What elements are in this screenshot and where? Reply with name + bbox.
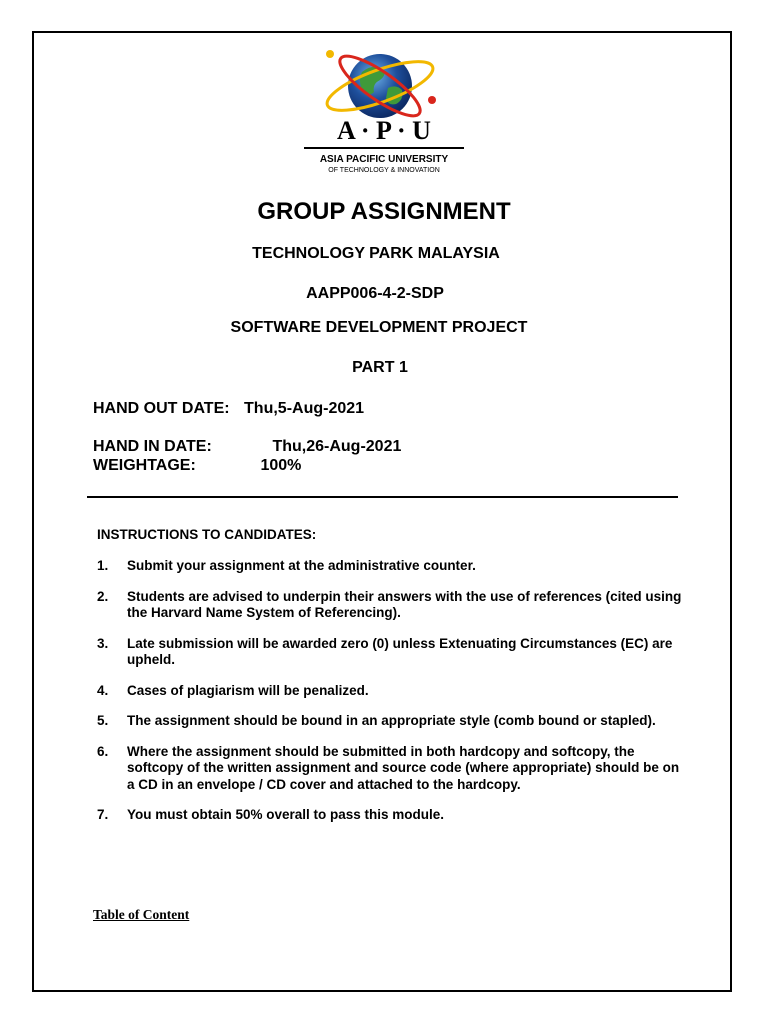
svg-text:ASIA PACIFIC UNIVERSITY: ASIA PACIFIC UNIVERSITY [319, 154, 449, 165]
globe-logo-icon [300, 44, 468, 182]
list-item [97, 558, 687, 575]
list-item [97, 589, 687, 622]
instructions-list [97, 558, 687, 838]
apu-logo [300, 44, 468, 182]
list-item [97, 683, 687, 700]
hand-in-date-label: HAND IN DATE: [93, 438, 212, 455]
item-text: The assignment should be bound in an appropriate style (comb bound or stapled). [127, 713, 656, 728]
page-title: GROUP ASSIGNMENT [257, 198, 511, 225]
item-text: Students are advised to underpin their answers with the use of references (cited using the Harvard Name System of Referencing). [127, 588, 682, 620]
item-number: 6. [97, 743, 109, 759]
instructions-heading: INSTRUCTIONS TO CANDIDATES: [97, 527, 317, 542]
item-number: 2. [97, 588, 109, 604]
hand-in-date-value: Thu,26-Aug-2021 [272, 438, 402, 455]
weightage-row [93, 457, 301, 475]
item-text: Where the assignment should be submitted in both hardcopy and softcopy, the softcopy of the written assignment and source code (where appropriate) should be on a CD in an envelope / CD cover and attached to the hardcopy. [127, 743, 680, 792]
item-number: 4. [97, 682, 109, 698]
svg-text:A · P · U: A · P · U [337, 116, 431, 145]
item-text: Submit your assignment at the administrative counter. [127, 558, 476, 573]
hand-out-date-value: Thu,5-Aug-2021 [244, 400, 365, 417]
item-number: 5. [97, 713, 109, 728]
item-text: You must obtain 50% overall to pass this module. [127, 807, 445, 822]
part-label: PART 1 [352, 359, 408, 376]
list-item [97, 744, 687, 794]
list-item [97, 713, 687, 730]
weightage-label: WEIGHTAGE: [93, 457, 196, 474]
svg-text:OF TECHNOLOGY & INNOVATION: OF TECHNOLOGY & INNOVATION [328, 167, 440, 174]
list-item [97, 636, 687, 669]
table-of-content-link[interactable]: Table of Content [93, 907, 190, 922]
item-number: 1. [97, 558, 109, 573]
hand-out-date-row [93, 400, 364, 418]
item-text: Cases of plagiarism will be penalized. [127, 682, 369, 698]
item-text: Late submission will be awarded zero (0) unless Extenuating Circumstances (EC) are upheld. [127, 635, 673, 667]
campus-name: TECHNOLOGY PARK MALAYSIA [252, 245, 500, 262]
item-number: 3. [97, 635, 109, 651]
list-item [97, 807, 687, 824]
divider [87, 496, 678, 498]
module-code: AAPP006-4-2-SDP [306, 285, 444, 302]
item-number: 7. [97, 807, 109, 822]
weightage-value: 100% [260, 457, 302, 474]
hand-in-date-row [93, 438, 401, 456]
hand-out-date-label: HAND OUT DATE: [93, 400, 230, 417]
module-name: SOFTWARE DEVELOPMENT PROJECT [230, 319, 528, 336]
